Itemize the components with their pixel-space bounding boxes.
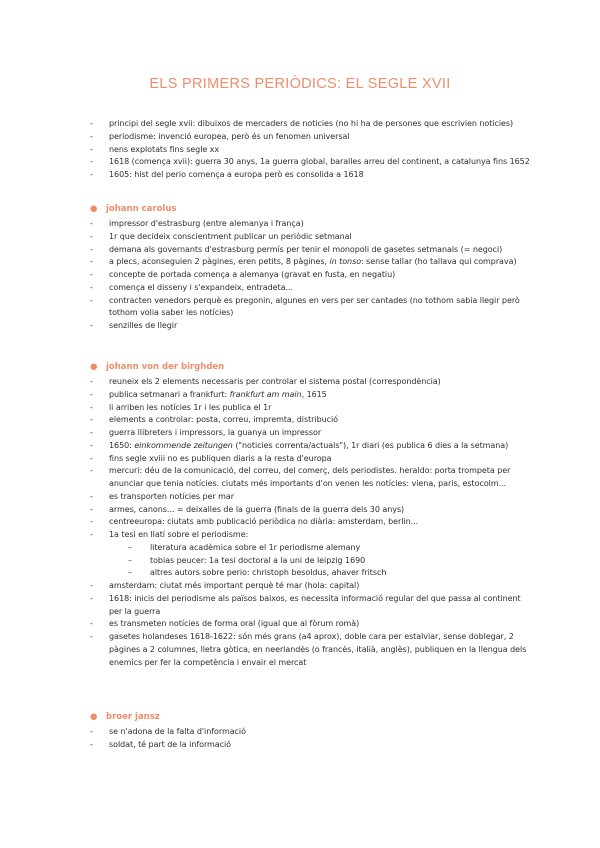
- sub-list-item: – literatura acadèmica sobre el 1r periodisme alemany: [88, 542, 530, 555]
- list-item: - 1618 (comença xvii): guerra 30 anys, 1a guerra global, baralles arreu del continent, a catalunya fins 1652: [88, 156, 530, 169]
- sub-list-item: – altres autors sobre perio: christoph besoldus, ahaver fritsch: [88, 567, 530, 580]
- intro-list: [88, 118, 530, 182]
- list-item: - es transporten notícies per mar: [88, 491, 530, 504]
- list-item: - soldat, té part de la informació: [88, 739, 530, 752]
- list-item: - publica setmanari a frankfurt: frankfurt am main, 1615: [88, 389, 530, 402]
- list-item: - concepte de portada comença a alemanya (gravat en fusta, en negatiu): [88, 269, 530, 282]
- bullet-icon: ●: [90, 362, 98, 372]
- list-item: - se n'adona de la falta d'informació: [88, 726, 530, 739]
- list-item: - guerra llibreters i impressors, la guanya un impressor: [88, 427, 530, 440]
- list-item: - nens explotats fins segle xx: [88, 144, 530, 157]
- list-item: - contracten venedors perquè es pregonin, algunes en vers per ser cantades (no tothom sabia llegir però tothom volia saber les notícies): [88, 295, 530, 321]
- list-item: - 1r que decideix conscientment publicar un periòdic setmanal: [88, 231, 530, 244]
- section-list-johann-von-der-birghden: [88, 376, 530, 669]
- heading-text: broer jansz: [106, 712, 160, 722]
- sub-list-item: – tobias peucer: 1a tesi doctoral a la uni de leipzig 1690: [88, 555, 530, 568]
- list-item: - centreeuropa: ciutats amb publicació periòdica no diària: amsterdam, berlin...: [88, 516, 530, 529]
- list-item: - impressor d'estrasburg (entre alemanya i frança): [88, 218, 530, 231]
- section-heading-broer-jansz: [88, 712, 160, 722]
- section-heading-johann-carolus: [88, 204, 176, 214]
- list-item: - elements a controlar: posta, correu, impremta, distribució: [88, 414, 530, 427]
- list-item: - 1650: einkommende zeitungen ("noticies correnta/actuals"), 1r diari (es publica 6 dies a la setmana): [88, 440, 530, 453]
- bullet-icon: ●: [90, 204, 98, 214]
- list-item: - 1a tesi en llatí sobre el periodisme:: [88, 529, 530, 542]
- list-item: - mercuri: déu de la comunicació, del correu, del comerç, dels periodistes. heraldo: porta trompeta per anunciar que tenia notícies. ciutats més importants d'on venen les notícies: viena, paris, estocolm...: [88, 465, 530, 491]
- list-item: - periodisme: invenció europea, però és un fenomen universal: [88, 131, 530, 144]
- list-item: - comença el disseny i s'expandeix, entradeta...: [88, 282, 530, 295]
- list-item: - li arriben les notícies 1r i les publica el 1r: [88, 402, 530, 415]
- emphasis-text: frankfurt am main: [229, 389, 302, 399]
- heading-text: johann carolus: [106, 204, 177, 214]
- heading-text: johann von der birghden: [106, 362, 225, 372]
- list-item: - gasetes holandeses 1618-1622: són més grans (a4 aprox), doble cara per estalviar, sense doblegar, 2 pàgines a 2 columnes, lletra gòtica, en neerlandès (o francès, italià, anglès), publiquen en la llengua dels enemics per fer la competència i envair el mercat: [88, 631, 530, 669]
- list-item: - senzilles de llegir: [88, 320, 530, 333]
- list-item: - principi del segle xvii: dibuixos de mercaders de noticies (no hi ha de persones que escrivien noticies): [88, 118, 530, 131]
- list-item: - es transmeten notícies de forma oral (igual que al fòrum romà): [88, 618, 530, 631]
- section-list-johann-carolus: [88, 218, 530, 333]
- list-item: - demana als governants d'estrasburg permís per tenir el monopoli de gasetes setmanals (= negoci): [88, 244, 530, 257]
- list-item: - armes, canons... = deixalles de la guerra (finals de la guerra dels 30 anys): [88, 504, 530, 517]
- document-title: ELS PRIMERS PERIÒDICS: EL SEGLE XVII: [149, 76, 451, 92]
- section-heading-johann-von-der-birghden: [88, 362, 224, 372]
- emphasis-text: einkommende zeitungen: [134, 440, 233, 450]
- list-item: - 1618: inicis del periodisme als països baixos, es necessita informació regular del que passa al continent per la guerra: [88, 593, 530, 619]
- emphasis-text: in tonso: [329, 257, 362, 267]
- bullet-icon: ●: [90, 712, 98, 722]
- list-item: - reuneix els 2 elements necessaris per controlar el sistema postal (correspondència): [88, 376, 530, 389]
- list-item: - a plecs, aconseguien 2 pàgines, eren petits, 8 pàgines, in tonso: sense tallar (ho tallava qui comprava): [88, 256, 530, 269]
- list-item: - 1605: hist del perio comença a europa però es consolida a 1618: [88, 169, 530, 182]
- list-item: - fins segle xviii no es publiquen diaris a la resta d'europa: [88, 453, 530, 466]
- section-list-broer-jansz: [88, 726, 530, 752]
- list-item: - amsterdam: ciutat més important perquè té mar (hola: capital): [88, 580, 530, 593]
